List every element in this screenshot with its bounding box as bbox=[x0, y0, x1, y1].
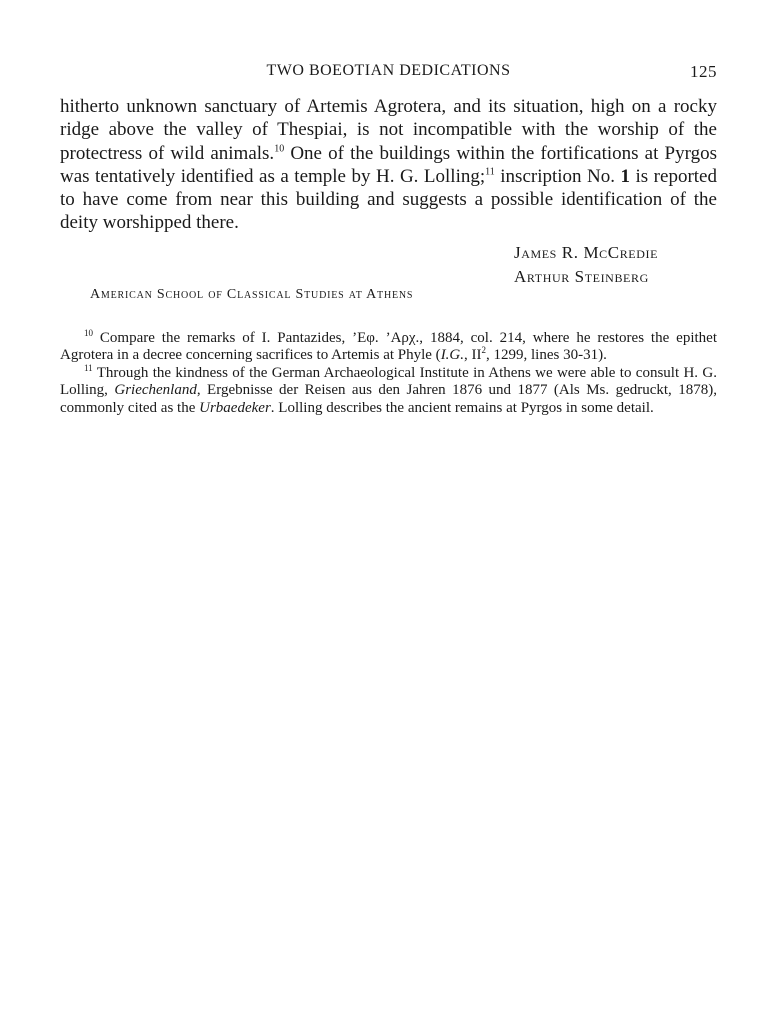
footnote-number: 11 bbox=[84, 362, 93, 373]
running-head bbox=[60, 58, 717, 84]
footnote-10 bbox=[60, 327, 717, 365]
footnote-book-title: Urbaedeker bbox=[199, 399, 271, 416]
author-name: James R. McCredie bbox=[514, 242, 659, 262]
footnote-text: , Ergebnisse der Reisen aus den Jahren 1876 und 1877 (Als Ms. gedruckt, 1878), commonly cited as the bbox=[60, 382, 717, 416]
author-name: Arthur Steinberg bbox=[514, 266, 649, 286]
footnote-11 bbox=[60, 362, 717, 418]
author-affiliation: American School of Classical Studies at Athens bbox=[90, 286, 414, 302]
body-text-segment: inscription No. bbox=[494, 165, 621, 187]
footnote-text: Through the kindness of the German Archaeological Institute in Athens we were able to consult H. G. Lolling, bbox=[60, 364, 717, 399]
body-text-segment: hitherto unknown sanctuary of Artemis Agrotera, and its situation, high on a rocky ridge above the valley of Thespiai, is not incompatible with the worship of the protectress of wild animals. bbox=[60, 96, 717, 164]
author-signature bbox=[514, 241, 717, 289]
footnote-citation: I.G. bbox=[440, 347, 465, 364]
footnote-text: , 1299, lines 30-31). bbox=[486, 347, 607, 364]
footnote-ref-10[interactable]: 10 bbox=[274, 143, 285, 155]
superscript: 2 bbox=[481, 345, 487, 356]
inscription-number: 1 bbox=[620, 165, 631, 187]
body-text-segment: is reported to have come from near this building and suggests a possible identification of the deity worshipped there. bbox=[60, 165, 717, 234]
running-title: TWO BOEOTIAN DEDICATIONS bbox=[266, 62, 511, 79]
body-text bbox=[60, 95, 717, 235]
footnote-number: 10 bbox=[84, 327, 93, 338]
body-paragraph bbox=[60, 95, 717, 235]
page-number: 125 bbox=[690, 62, 717, 81]
body-text-segment: One of the buildings within the fortifications at Pyrgos was tentatively identified as a temple by H. G. Lolling; bbox=[60, 142, 717, 187]
footnote-book-title: Griechenland bbox=[114, 382, 197, 399]
footnote-ref-11[interactable]: 11 bbox=[485, 166, 495, 178]
footnote-text: , II bbox=[464, 347, 482, 364]
footnote-text: Compare the remarks of I. Pantazides, ’Eφ. ’Aρχ., 1884, col. 214, where he restores the epithet Agrotera in a decree concerning sacrifices to Artemis at Phyle ( bbox=[60, 329, 717, 364]
footnotes bbox=[60, 327, 717, 418]
page bbox=[60, 58, 717, 417]
footnote-text: . Lolling describes the ancient remains at Pyrgos in some detail. bbox=[270, 399, 654, 416]
